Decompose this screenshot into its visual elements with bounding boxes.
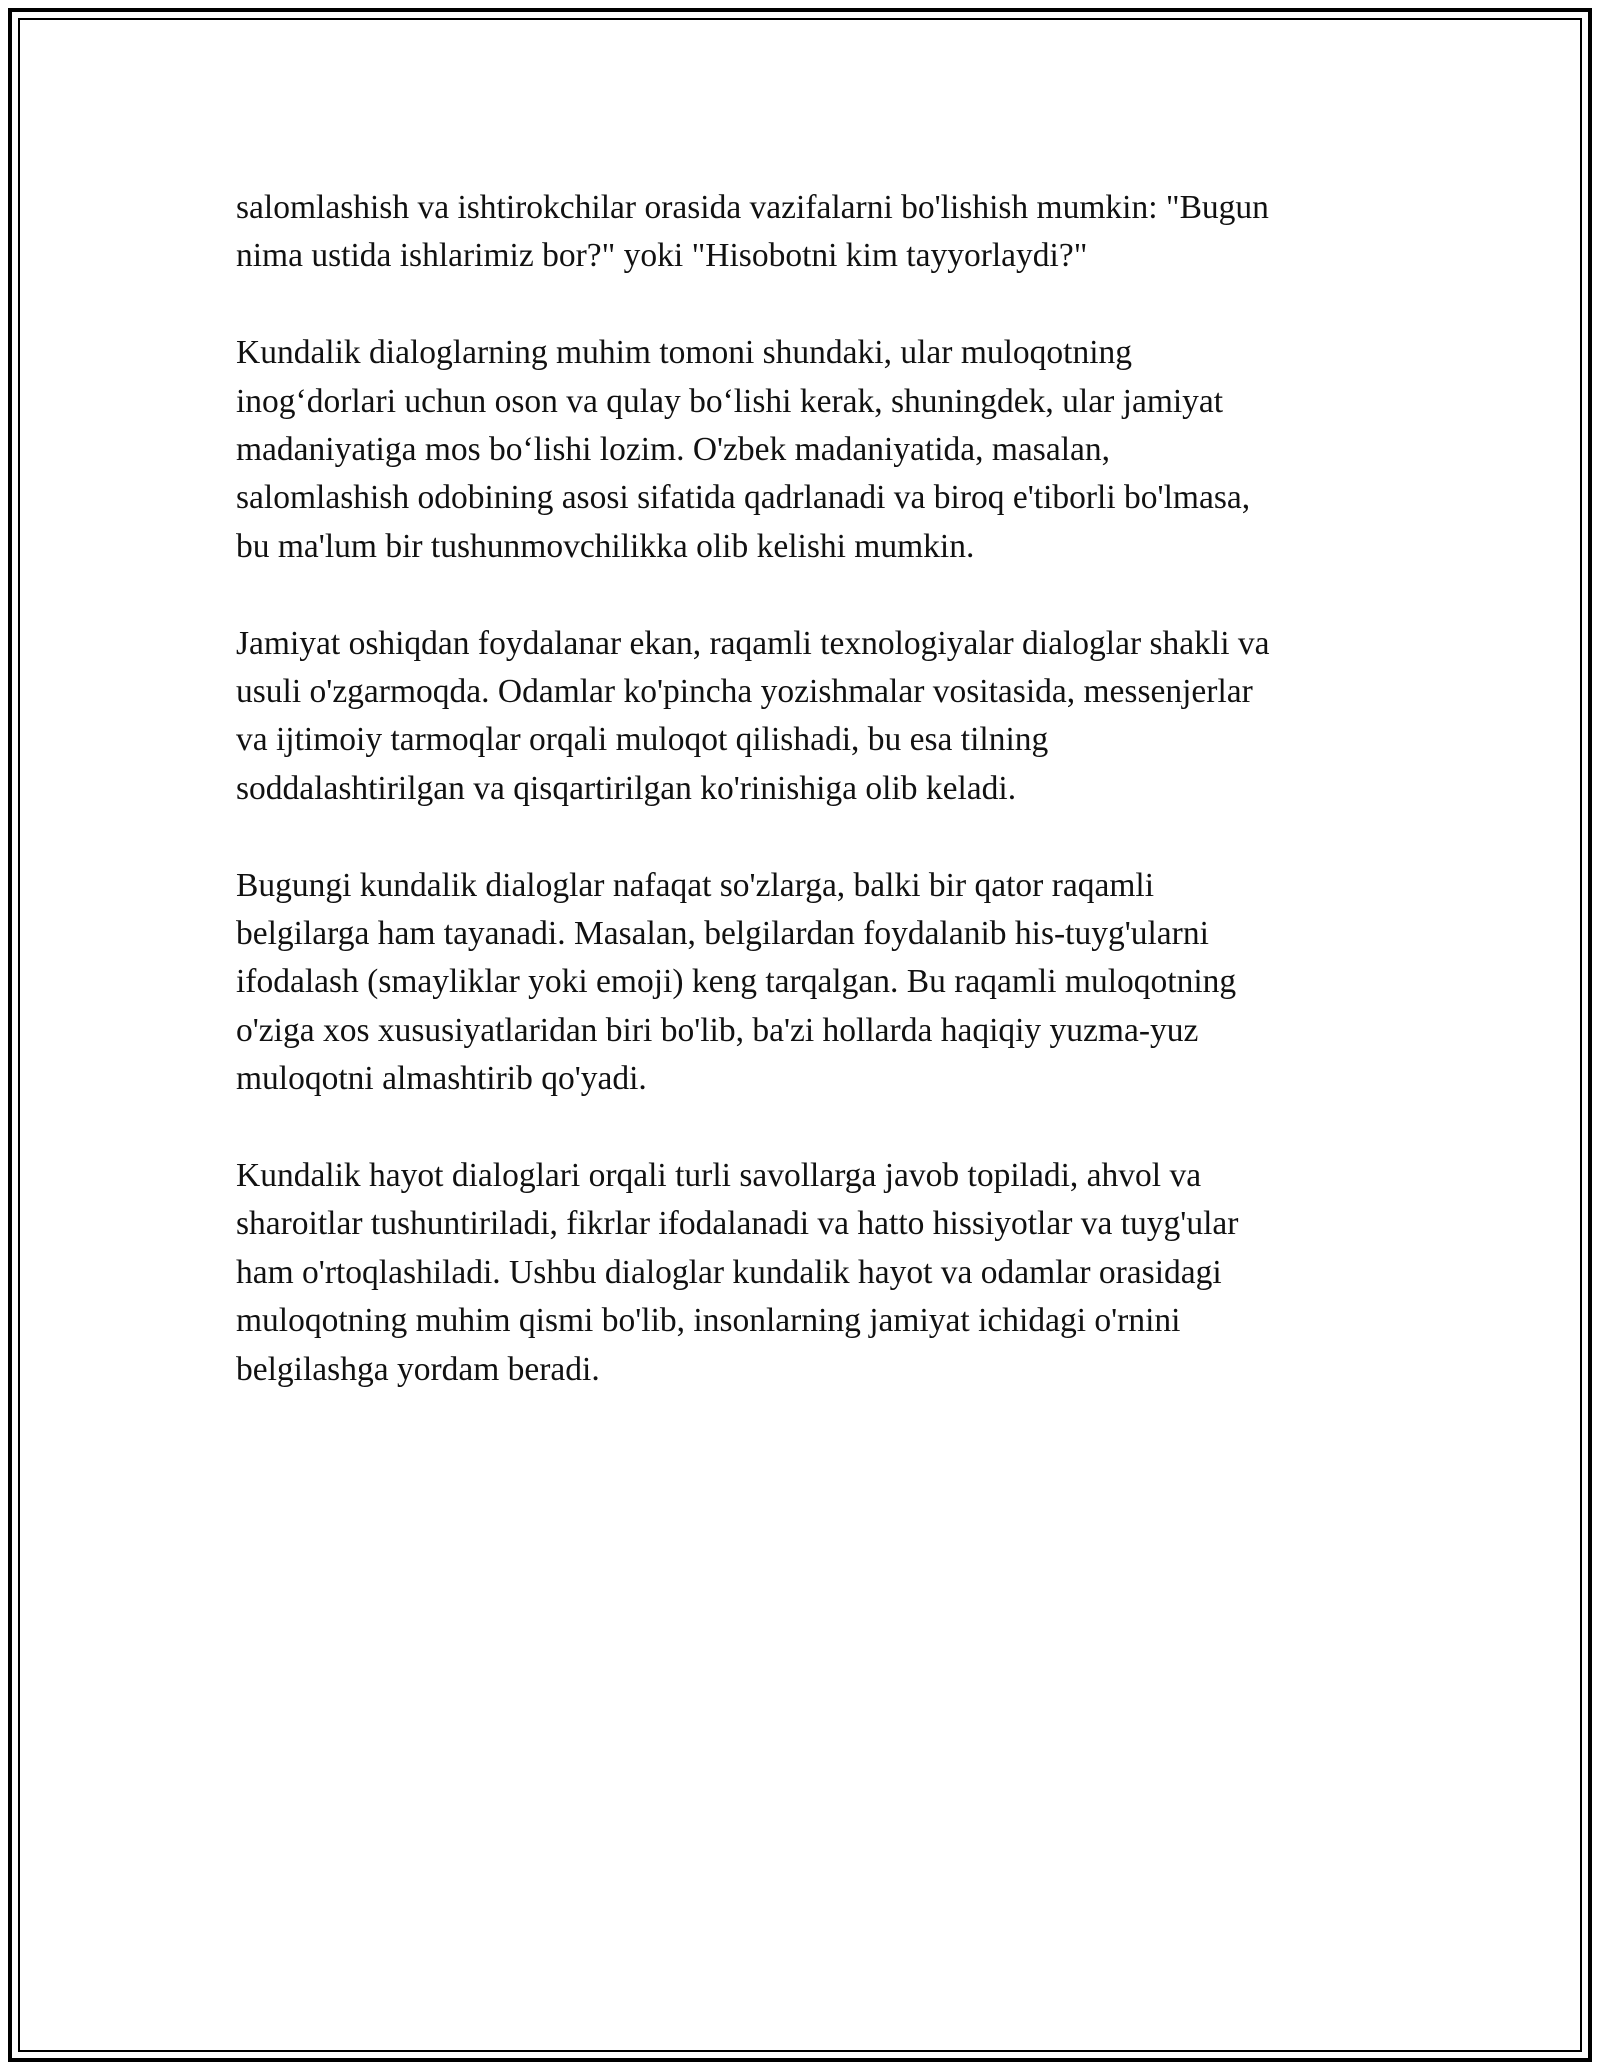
paragraph xyxy=(236,1152,1376,1394)
text-line: salomlashish odobining asosi sifatida qadrlanadi va biroq e'tiborli bo'lmasa, xyxy=(236,479,1251,517)
text-line: ifodalash (smayliklar yoki emoji) keng tarqalgan. Bu raqamli muloqotning xyxy=(236,963,1237,1001)
text-line: Kundalik dialoglarning muhim tomoni shundaki, ular muloqotning xyxy=(236,334,1133,372)
paragraph xyxy=(236,184,1376,281)
text-line: belgilarga ham tayanadi. Masalan, belgilardan foydalanib his-tuyg'ularni xyxy=(236,915,1209,953)
text-line: nima ustida ishlarimiz bor?" yoki "Hisobotni kim tayyorlaydi?" xyxy=(236,237,1088,275)
paragraph xyxy=(236,862,1376,1104)
text-line: usuli o'zgarmoqda. Odamlar ko'pincha yozishmalar vositasida, messenjerlar xyxy=(236,673,1253,711)
text-line: sharoitlar tushuntiriladi, fikrlar ifodalanadi va hatto hissiyotlar va tuyg'ular xyxy=(236,1205,1239,1243)
text-line: madaniyatiga mos bo‘lishi lozim. O'zbek madaniyatida, masalan, xyxy=(236,431,1111,469)
text-line: Kundalik hayot dialoglari orqali turli savollarga javob topiladi, ahvol va xyxy=(236,1157,1202,1195)
document-body xyxy=(236,184,1376,1442)
paragraph xyxy=(236,620,1376,814)
text-line: Jamiyat oshiqdan foydalanar ekan, raqamli texnologiyalar dialoglar shakli va xyxy=(236,624,1270,662)
text-line: inog‘dorlari uchun oson va qulay bo‘lishi kerak, shuningdek, ular jamiyat xyxy=(236,382,1224,420)
text-line: belgilashga yordam beradi. xyxy=(236,1350,600,1388)
text-line: bu ma'lum bir tushunmovchilikka olib kelishi mumkin. xyxy=(236,527,975,565)
text-line: Bugungi kundalik dialoglar nafaqat so'zlarga, balki bir qator raqamli xyxy=(236,866,1155,904)
paragraph xyxy=(236,329,1376,571)
text-line: muloqotning muhim qismi bo'lib, insonlarning jamiyat ichidagi o'rnini xyxy=(236,1302,1181,1340)
text-line: soddalashtirilgan va qisqartirilgan ko'rinishiga olib keladi. xyxy=(236,769,1017,807)
text-line: va ijtimoiy tarmoqlar orqali muloqot qilishadi, bu esa tilning xyxy=(236,721,1049,759)
text-line: ham o'rtoqlashiladi. Ushbu dialoglar kundalik hayot va odamlar orasidagi xyxy=(236,1253,1222,1291)
text-line: muloqotni almashtirib qo'yadi. xyxy=(236,1060,647,1098)
text-line: o'ziga xos xususiyatlaridan biri bo'lib, ba'zi hollarda haqiqiy yuzma-yuz xyxy=(236,1011,1199,1049)
text-line: salomlashish va ishtirokchilar orasida vazifalarni bo'lishish mumkin: "Bugun xyxy=(236,189,1269,226)
